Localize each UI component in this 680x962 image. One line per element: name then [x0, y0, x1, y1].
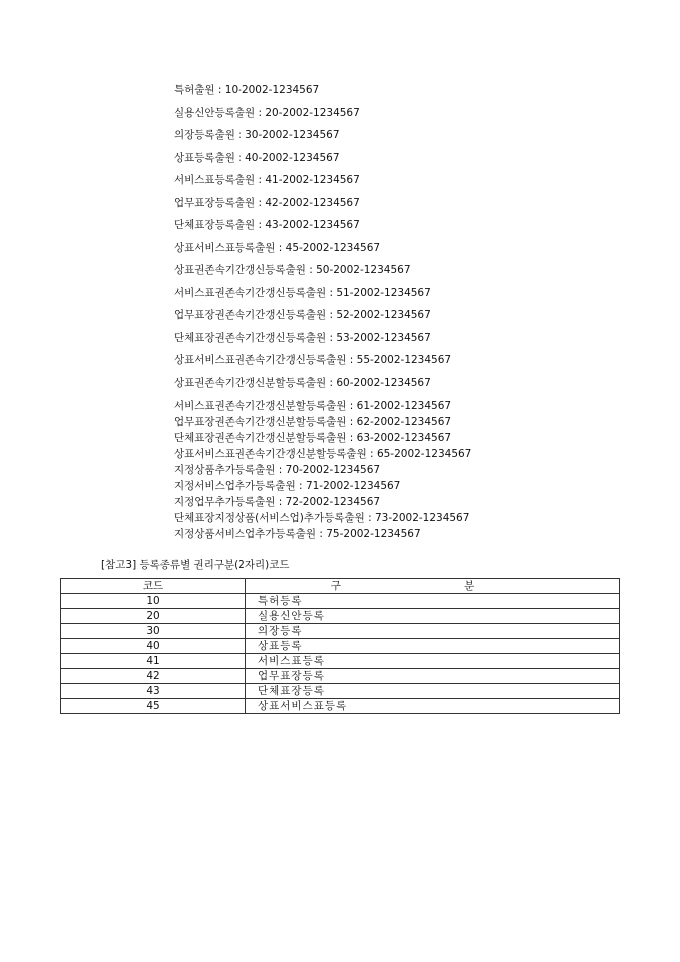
- name-cell: 상표서비스표등록: [246, 699, 620, 714]
- list-item: 업무표장권존속기간갱신등록출원 : 52-2002-1234567: [174, 309, 431, 321]
- name-cell: 단체표장등록: [246, 684, 620, 699]
- name-cell: 실용신안등록: [246, 609, 620, 624]
- list-item: 지정상품추가등록출원 : 70-2002-1234567: [174, 464, 381, 476]
- list-item: 실용신안등록출원 : 20-2002-1234567: [174, 106, 360, 119]
- list-item: 서비스표등록출원 : 41-2002-1234567: [174, 174, 360, 186]
- list-item: 상표서비스표권존속기간갱신등록출원 : 55-2002-1234567: [174, 354, 452, 366]
- reference-table-title: [참고3] 등록종류별 권리구분(2자리)코드: [101, 559, 290, 571]
- table-row: [61, 624, 620, 639]
- list-item: 서비스표권존속기간갱신등록출원 : 51-2002-1234567: [174, 286, 431, 299]
- list-item: 단체표장권존속기간갱신등록출원 : 53-2002-1234567: [174, 331, 431, 344]
- list-item: 단체표장등록출원 : 43-2002-1234567: [174, 219, 360, 231]
- list-item: 지정서비스업추가등록출원 : 71-2002-1234567: [174, 480, 401, 492]
- list-item: 지정상품서비스업추가등록출원 : 75-2002-1234567: [174, 528, 421, 540]
- code-cell: 20: [61, 609, 246, 624]
- code-cell: 41: [61, 654, 246, 669]
- list-item: 업무표장권존속기간갱신분할등록출원 : 62-2002-1234567: [174, 416, 452, 428]
- code-cell: 30: [61, 624, 246, 639]
- list-item: 상표권존속기간갱신등록출원 : 50-2002-1234567: [174, 264, 411, 276]
- code-cell: 40: [61, 639, 246, 654]
- code-cell: 42: [61, 669, 246, 684]
- name-cell: 업무표장등록: [246, 669, 620, 684]
- table-row: [61, 609, 620, 624]
- code-cell: 43: [61, 684, 246, 699]
- code-cell: 45: [61, 699, 246, 714]
- table-row: [61, 654, 620, 669]
- name-cell: 상표등록: [246, 639, 620, 654]
- list-item: 상표권존속기간갱신분할등록출원 : 60-2002-1234567: [174, 376, 431, 389]
- table-row: [61, 594, 620, 609]
- list-item: 상표서비스표등록출원 : 45-2002-1234567: [174, 241, 381, 254]
- list-item: 상표서비스표권존속기간갱신분할등록출원 : 65-2002-1234567: [174, 448, 472, 460]
- table-row: [61, 639, 620, 654]
- name-cell: 특허등록: [246, 594, 620, 609]
- table-row: [61, 684, 620, 699]
- code-cell: 10: [61, 594, 246, 609]
- list-item: 상표등록출원 : 40-2002-1234567: [174, 151, 340, 164]
- list-item: 서비스표권존속기간갱신분할등록출원 : 61-2002-1234567: [174, 400, 452, 412]
- list-item: 특허출원 : 10-2002-1234567: [174, 84, 320, 96]
- table-header-row: [61, 579, 620, 594]
- column-header-name: 구 분: [246, 579, 620, 594]
- list-item: 의장등록출원 : 30-2002-1234567: [174, 129, 340, 141]
- list-item: 단체표장권존속기간갱신분할등록출원 : 63-2002-1234567: [174, 432, 452, 444]
- name-cell: 의장등록: [246, 624, 620, 639]
- application-number-list-compact: [174, 398, 654, 542]
- list-item: 단체표장지정상품(서비스업)추가등록출원 : 73-2002-1234567: [174, 512, 470, 524]
- rights-code-table: [60, 578, 620, 714]
- list-item: 지정업무추가등록출원 : 72-2002-1234567: [174, 496, 381, 508]
- list-item: 업무표장등록출원 : 42-2002-1234567: [174, 196, 360, 209]
- table-row: [61, 669, 620, 684]
- name-cell: 서비스표등록: [246, 654, 620, 669]
- column-header-code: 코드: [61, 579, 246, 594]
- application-number-list-spaced: [174, 79, 654, 394]
- table-row: [61, 699, 620, 714]
